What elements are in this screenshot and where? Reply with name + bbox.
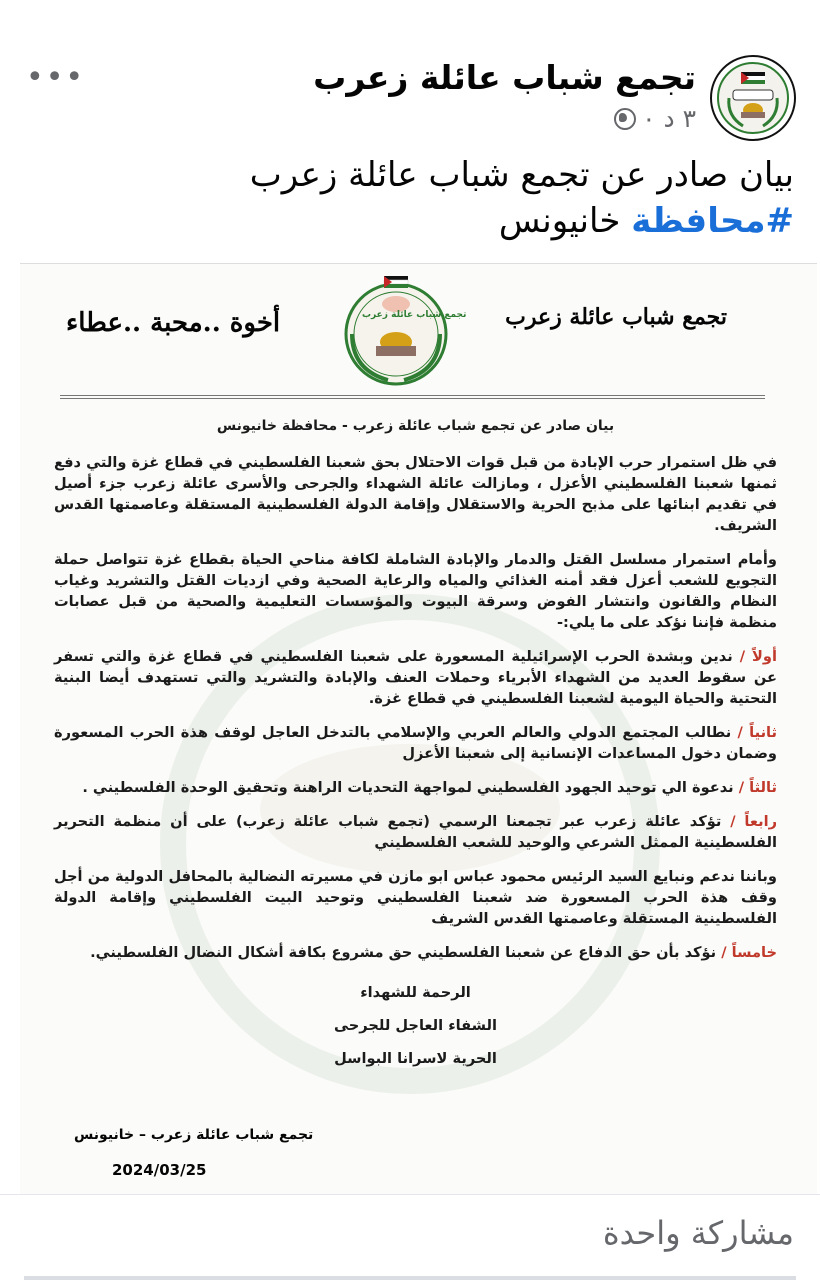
support-paragraph: وباننا ندعم ونبايع السيد الرئيس محمود عباس ابو مازن في مسيرته النضالية بالمحافل الدولية من أجل وقف هذة الحرب المسعورة ضد شعبنا الفلسطيني وتوحيد البيت الفلسطيني وإقامة الدولة الفلسطينية المستقلة وعاصمتها القدس الشريف bbox=[54, 868, 777, 927]
header-divider bbox=[60, 395, 765, 399]
point-ordinal: ثالثاً / bbox=[738, 779, 777, 796]
document-slogan: أخوة ..محبة ..عطاء bbox=[66, 308, 281, 338]
caption-end: خانيونس bbox=[498, 201, 632, 241]
point-text: نطالب المجتمع الدولي والعالم العربي والإسلامي بالتدخل العاجل لوقف هذة الحرب المسعورة وضمان دخول المساعدات الإنسانية إلى شعبنا الأعزل bbox=[54, 724, 777, 762]
point-text: ندعوة الي توحيد الجهود الفلسطيني لمواجهة التحديات الراهنة وتحقيق الوحدة الفلسطيني . bbox=[82, 779, 739, 796]
second-paragraph: وأمام استمرار مسلسل القتل والدمار والإبادة الشاملة لكافة مناحي الحياة بقطاع غزة تتواصل حملة التجويع للشعب أعزل فقد أمنه الغذائي والمياه والرعاية الصحية وفي ازديات القتل والتشريد وغياب النظام والقانون وانتشار الفوض وسرقة البيوت والمؤسسات التعليمية والصحية من قبل عصابات منظمة فإننا نؤكد على ما يلي:- bbox=[54, 551, 777, 631]
globe-icon bbox=[614, 108, 636, 130]
post-caption bbox=[94, 152, 794, 244]
point-five bbox=[54, 942, 777, 963]
post-time[interactable]: ٣ د ۰ bbox=[642, 104, 696, 133]
closing-line: الشفاء العاجل للجرحى bbox=[334, 1017, 497, 1034]
closing-line: الحرية لاسرانا البواسل bbox=[334, 1050, 497, 1067]
document-signature: تجمع شباب عائلة زعرب – خانيونس bbox=[74, 1127, 314, 1143]
logo-icon bbox=[719, 64, 787, 132]
bottom-divider bbox=[24, 1276, 796, 1280]
point-ordinal: ثانياً / bbox=[737, 724, 778, 741]
document-logo-icon bbox=[332, 274, 460, 388]
point-ordinal: رابعاً / bbox=[730, 813, 778, 830]
closing-line: الرحمة للشهداء bbox=[360, 984, 471, 1001]
more-icon[interactable]: ••• bbox=[26, 60, 86, 95]
point-two bbox=[54, 722, 777, 764]
post-meta bbox=[614, 104, 696, 133]
point-one bbox=[54, 646, 777, 709]
page-name[interactable]: تجمع شباب عائلة زعرب bbox=[313, 58, 696, 97]
document-header-name: تجمع شباب عائلة زعرب bbox=[505, 304, 727, 330]
caption-text: بيان صادر عن تجمع شباب عائلة زعرب bbox=[249, 155, 794, 195]
point-text: نؤكد بأن حق الدفاع عن شعبنا الفلسطيني حق مشروع بكافة أشكال النضال الفلسطيني. bbox=[90, 944, 722, 961]
point-four bbox=[54, 811, 777, 853]
intro-paragraph: في ظل استمرار حرب الإبادة من قبل قوات الاحتلال بحق شعبنا الفلسطيني في قطاع غزة والتي دفع ثمنها شعبنا الفلسطيني الأعزل ، ومازالت عائلة الشهداء والجرحى والأسرى عائلة زعرب جزء أصيل في تقديم ابنائها على مذبح الحرية والاستقلال وإقامة الدولة الفلسطينية المستقلة وعاصمتها القدس الشريف. bbox=[54, 454, 777, 534]
post-header bbox=[0, 50, 820, 150]
share-count[interactable]: مشاركة واحدة bbox=[602, 1214, 794, 1252]
point-text: تؤكد عائلة زعرب عبر تجمعنا الرسمي (تجمع شباب عائلة زعرب) على أن منظمة التحرير الفلسطينية الممثل الشرعي والوحيد للشعب الفلسطيني bbox=[54, 813, 777, 851]
hashtag-link[interactable]: #محافظة bbox=[631, 201, 794, 241]
point-ordinal: أولاً / bbox=[739, 648, 777, 665]
page-avatar[interactable] bbox=[710, 55, 796, 141]
point-three bbox=[54, 777, 777, 798]
document-body bbox=[54, 416, 777, 1075]
logo-emblem bbox=[717, 62, 789, 134]
point-ordinal: خامساً / bbox=[721, 944, 777, 961]
document-heading: بيان صادر عن تجمع شباب عائلة زعرب - محافظة خانيونس bbox=[216, 418, 615, 434]
statement-image[interactable] bbox=[20, 263, 817, 1194]
document-logo-text: تجمع شباب عائلة زعرب bbox=[362, 310, 467, 320]
point-text: ندين وبشدة الحرب الإسرائيلية المسعورة على شعبنا الفلسطيني في قطاع غزة والتي تسفر عن سقوط العديد من الشهداء الأبرياء وحملات العنف والإبادة والتشريد والتي تستهدف أيضا البنية التحتية والحياة اليومية لشعبنا الفلسطيني في قطاع غزة. bbox=[54, 648, 777, 707]
footer-divider bbox=[0, 1194, 820, 1195]
document-date: 2024/03/25 bbox=[112, 1161, 207, 1179]
